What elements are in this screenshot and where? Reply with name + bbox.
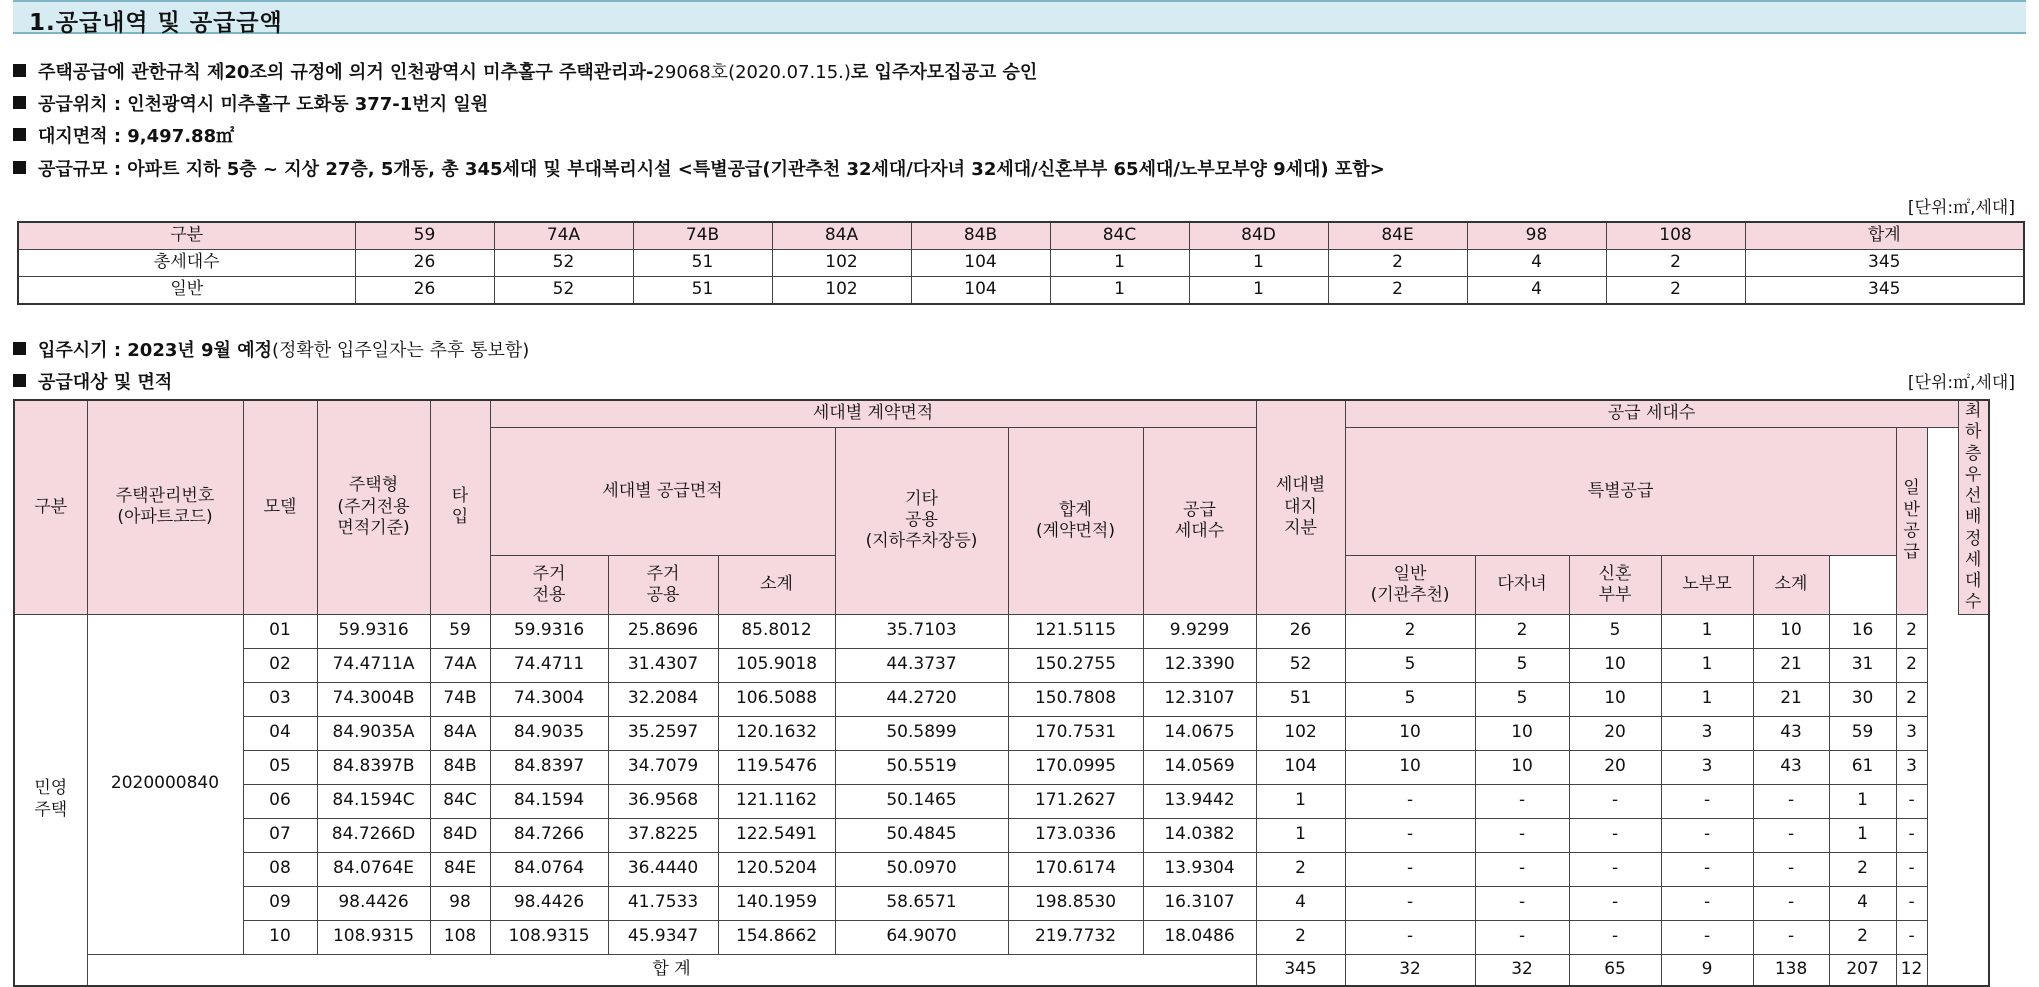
table-cell: 2 [1829,852,1896,886]
summary-cell: 1 [1050,277,1189,305]
table-row [14,614,1989,648]
total-cell: 12 [1896,954,1927,986]
table-cell: 5 [1345,682,1475,716]
table-cell: 07 [243,818,317,852]
summary-cell: 2 [1328,277,1467,305]
table-cell: 34.7079 [608,750,718,784]
bullet-square-icon [13,128,26,141]
summary-cell: 345 [1745,277,2024,305]
summary-cell: 4 [1467,250,1606,277]
table-cell: 84D [430,818,490,852]
table-cell: 04 [243,716,317,750]
table-cell: 84.7266D [317,818,430,852]
hdr-supply-area: 세대별 공급면적 [490,428,835,556]
table-cell: 170.7531 [1008,716,1143,750]
summary-cell: 52 [494,250,633,277]
summary-cell: 104 [911,277,1050,305]
table-cell: - [1753,852,1829,886]
total-cell: 32 [1475,954,1569,986]
table-cell: 98.4426 [317,886,430,920]
table-cell: 1 [1256,818,1345,852]
table-cell: 150.2755 [1008,648,1143,682]
table-cell: - [1661,920,1753,954]
table-cell: 1 [1661,648,1753,682]
hdr-institution: 일반 (기관추천) [1345,556,1475,614]
summary-cell: 1 [1189,277,1328,305]
table-cell: 2 [1475,614,1569,648]
table-cell: 2 [1256,920,1345,954]
table-cell: 108.9315 [317,920,430,954]
table-cell: 31.4307 [608,648,718,682]
summary-header-cell: 84A [772,222,911,250]
hdr-type: 타 입 [430,400,490,614]
table-cell: - [1753,920,1829,954]
table-cell: - [1475,886,1569,920]
table-row [14,784,1989,818]
table-cell: 105.9018 [718,648,835,682]
table-cell: - [1661,886,1753,920]
table-cell: 2 [1896,648,1927,682]
table-cell: 104 [1256,750,1345,784]
table-cell: - [1475,818,1569,852]
table-cell: 30 [1829,682,1896,716]
table-cell: 84B [430,750,490,784]
table-cell: 01 [243,614,317,648]
table-row [14,920,1989,954]
table-cell: 10 [1345,750,1475,784]
table-cell: 50.1465 [835,784,1008,818]
table-cell: 36.4440 [608,852,718,886]
table-cell: 2 [1896,682,1927,716]
table-cell: 20 [1569,750,1661,784]
table-cell: 10 [243,920,317,954]
hdr-total-area: 합계 (계약면적) [1008,428,1143,615]
summary-cell: 26 [355,277,494,305]
hdr-special-supply: 특별공급 [1345,428,1896,556]
table-cell: - [1345,818,1475,852]
table-cell: 84.9035 [490,716,608,750]
table-cell: 16 [1829,614,1896,648]
table-cell: 84E [430,852,490,886]
table-cell: 18.0486 [1143,920,1256,954]
table-cell: 14.0569 [1143,750,1256,784]
table-cell: - [1569,784,1661,818]
table-cell: 84C [430,784,490,818]
table-cell: 1 [1661,682,1753,716]
table-cell: 06 [243,784,317,818]
table-cell: - [1475,784,1569,818]
table-cell: 108 [430,920,490,954]
bullet-square-icon [13,374,26,387]
table-cell: 44.3737 [835,648,1008,682]
table-cell: 5 [1345,648,1475,682]
table-cell: 84.8397 [490,750,608,784]
table-cell: 21 [1753,648,1829,682]
table-cell: 51 [1256,682,1345,716]
section-title-bar [13,0,2026,34]
total-cell: 345 [1256,954,1345,986]
table-cell: 36.9568 [608,784,718,818]
table-cell: 12.3390 [1143,648,1256,682]
bullet-square-icon [13,342,26,355]
hdr-model: 모델 [243,400,317,614]
table-cell: - [1896,818,1927,852]
summary-header-cell: 74B [633,222,772,250]
summary-header-cell: 84C [1050,222,1189,250]
table-cell: 09 [243,886,317,920]
hdr-gubun: 구분 [14,400,87,614]
bullet-square-icon [13,161,26,174]
table-cell: - [1569,852,1661,886]
summary-header-cell: 84B [911,222,1050,250]
table-cell: 59.9316 [317,614,430,648]
total-cell: 207 [1829,954,1896,986]
table-cell: 44.2720 [835,682,1008,716]
table-cell: 4 [1256,886,1345,920]
hdr-elderly: 노부모 [1661,556,1753,614]
table-cell: 2 [1345,614,1475,648]
table-row [14,716,1989,750]
table-cell: 3 [1661,750,1753,784]
table-cell: 21 [1753,682,1829,716]
bullet-approval: 주택공급에 관한규칙 제20조의 규정에 의거 인천광역시 미추홀구 주택관리과-29068호(2020.07.15.)로 입주자모집공고 승인 [13,58,1037,84]
hdr-supply-count: 공급 세대수 [1143,428,1256,615]
hdr-general-supply: 일반 공급 [1896,428,1927,615]
table-cell: 84.1594C [317,784,430,818]
table-cell: 52 [1256,648,1345,682]
table-cell: 35.7103 [835,614,1008,648]
table-cell: 50.4845 [835,818,1008,852]
total-label: 합 계 [87,954,1256,986]
table-cell: 13.9304 [1143,852,1256,886]
table-cell: - [1661,852,1753,886]
table-cell: 173.0336 [1008,818,1143,852]
total-cell: 9 [1661,954,1753,986]
summary-row-total [18,250,2024,277]
table-cell: 74B [430,682,490,716]
table-cell: 26 [1256,614,1345,648]
table-cell: 03 [243,682,317,716]
table-cell: 98.4426 [490,886,608,920]
table-cell: 74.4711 [490,648,608,682]
table-cell: 3 [1896,750,1927,784]
table-cell: 08 [243,852,317,886]
table-cell: 120.1632 [718,716,835,750]
summary-header-cell: 74A [494,222,633,250]
summary-cell: 104 [911,250,1050,277]
table-cell: - [1345,886,1475,920]
table-cell: 20 [1569,716,1661,750]
table-cell: 150.7808 [1008,682,1143,716]
table-cell: 84.8397B [317,750,430,784]
table-cell: 59 [1829,716,1896,750]
table-cell: 121.1162 [718,784,835,818]
bullet-square-icon [13,64,26,77]
table-cell: 35.2597 [608,716,718,750]
summary-cell: 일반 [18,277,355,305]
table-cell: 16.3107 [1143,886,1256,920]
table-cell: 2 [1256,852,1345,886]
table-cell: 74.3004B [317,682,430,716]
table-cell: 05 [243,750,317,784]
hdr-land-share: 세대별 대지 지분 [1256,400,1345,614]
table-cell: - [1896,886,1927,920]
summary-cell: 2 [1606,250,1745,277]
table-cell: 37.8225 [608,818,718,852]
hdr-etc-common: 기타 공용 (지하주차장등) [835,428,1008,615]
table-cell: 10 [1475,716,1569,750]
hdr-lowest-floor: 최하층 우선 배정세 대수 [1958,400,1989,614]
table-cell: - [1345,920,1475,954]
table-cell: 170.0995 [1008,750,1143,784]
table-cell: 171.2627 [1008,784,1143,818]
table-cell: 3 [1896,716,1927,750]
table-cell: - [1661,818,1753,852]
summary-cell: 26 [355,250,494,277]
table-cell: 1 [1661,614,1753,648]
table-cell: 10 [1345,716,1475,750]
table-cell: - [1569,818,1661,852]
summary-cell: 2 [1328,250,1467,277]
bullet-land-area: 대지면적 : 9,497.88㎡ [13,122,234,148]
table-cell: 13.9442 [1143,784,1256,818]
table-cell: - [1753,818,1829,852]
section-title: 1.공급내역 및 공급금액 [29,10,283,36]
table-cell: 74A [430,648,490,682]
table-cell: 4 [1829,886,1896,920]
table-cell: 10 [1569,648,1661,682]
table-cell: - [1475,852,1569,886]
summary-header-cell: 구분 [18,222,355,250]
table-cell: 25.8696 [608,614,718,648]
summary-cell: 102 [772,250,911,277]
summary-header-cell: 108 [1606,222,1745,250]
table-cell: 2 [1829,920,1896,954]
summary-header-cell: 84D [1189,222,1328,250]
table-cell: 59 [430,614,490,648]
unit-label: [단위:㎡,세대] [1907,198,2015,218]
table-cell: 14.0382 [1143,818,1256,852]
table-cell: 2 [1896,614,1927,648]
table-cell: - [1896,920,1927,954]
table-row [14,886,1989,920]
hdr-supply-units: 공급 세대수 [1345,400,1958,428]
table-cell: 50.5899 [835,716,1008,750]
bullet-move-in: 입주시기 : 2023년 9월 예정(정확한 입주일자는 추후 통보함) [13,336,529,362]
summary-header-cell: 59 [355,222,494,250]
table-cell: 14.0675 [1143,716,1256,750]
table-cell: - [1661,784,1753,818]
table-row [14,818,1989,852]
hdr-contract-area: 세대별 계약면적 [490,400,1256,428]
summary-header-cell: 98 [1467,222,1606,250]
hdr-res-common: 주거 공용 [608,556,718,614]
table-cell: 5 [1569,614,1661,648]
table-cell: 85.8012 [718,614,835,648]
total-row [14,954,1989,986]
table-cell: 41.7533 [608,886,718,920]
house-code-value: 2020000840 [87,614,243,954]
table-cell: - [1896,784,1927,818]
table-cell: 10 [1753,614,1829,648]
summary-cell: 345 [1745,250,2024,277]
total-cell: 138 [1753,954,1829,986]
bullet-scale: 공급규모 : 아파트 지하 5층 ~ 지상 27층, 5개동, 총 345세대 및 부대복리시설 <특별공급(기관추천 32세대/다자녀 32세대/신혼부부 65세대/노부모부양 9세대) 포함> [13,155,1385,181]
summary-cell: 2 [1606,277,1745,305]
table-cell: 198.8530 [1008,886,1143,920]
table-cell: 84.1594 [490,784,608,818]
table-cell: 1 [1256,784,1345,818]
table-cell: 98 [430,886,490,920]
hdr-house-type: 주택형 (주거전용 면적기준) [317,400,430,614]
table-cell: 45.9347 [608,920,718,954]
table-cell: 154.8662 [718,920,835,954]
table-cell: 120.5204 [718,852,835,886]
table-row [14,648,1989,682]
table-cell: 122.5491 [718,818,835,852]
table-cell: - [1569,886,1661,920]
summary-header-row [18,222,2024,250]
table-cell: 3 [1661,716,1753,750]
table-cell: - [1896,852,1927,886]
summary-cell: 51 [633,277,772,305]
summary-cell: 51 [633,250,772,277]
summary-cell: 1 [1189,250,1328,277]
table-cell: 43 [1753,750,1829,784]
table-cell: 1 [1829,784,1896,818]
summary-row-general [18,277,2024,305]
table-cell: 140.1959 [718,886,835,920]
table-cell: 170.6174 [1008,852,1143,886]
table-cell: 64.9070 [835,920,1008,954]
table-cell: 119.5476 [718,750,835,784]
table-row [14,682,1989,716]
summary-cell: 4 [1467,277,1606,305]
table-cell: 50.0970 [835,852,1008,886]
summary-header-cell: 합계 [1745,222,2024,250]
table-cell: 84A [430,716,490,750]
table-cell: 43 [1753,716,1829,750]
summary-table [17,221,2025,305]
table-cell: 31 [1829,648,1896,682]
table-cell: 84.0764 [490,852,608,886]
table-cell: - [1753,886,1829,920]
table-cell: 5 [1475,648,1569,682]
table-row [14,852,1989,886]
hdr-area-subtotal: 소계 [718,556,835,614]
summary-header-cell: 84E [1328,222,1467,250]
table-cell: - [1475,920,1569,954]
bullet-square-icon [13,96,26,109]
table-cell: - [1345,784,1475,818]
table-cell: 102 [1256,716,1345,750]
table-cell: 219.7732 [1008,920,1143,954]
summary-cell: 1 [1050,250,1189,277]
table-cell: 84.9035A [317,716,430,750]
table-cell: 32.2084 [608,682,718,716]
table-cell: 58.6571 [835,886,1008,920]
hdr-special-subtotal: 소계 [1753,556,1829,614]
table-cell: 121.5115 [1008,614,1143,648]
table-cell: 02 [243,648,317,682]
table-cell: 74.4711A [317,648,430,682]
table-cell: 5 [1475,682,1569,716]
summary-cell: 102 [772,277,911,305]
group-label: 민영 주택 [14,614,87,986]
table-cell: 61 [1829,750,1896,784]
table-cell: 50.5519 [835,750,1008,784]
table-cell: - [1345,852,1475,886]
table-cell: 106.5088 [718,682,835,716]
hdr-house-code: 주택관리번호 (아파트코드) [87,400,243,614]
hdr-newlywed: 신혼 부부 [1569,556,1661,614]
table-cell: 108.9315 [490,920,608,954]
table-cell: 84.7266 [490,818,608,852]
summary-cell: 총세대수 [18,250,355,277]
table-cell: - [1753,784,1829,818]
detail-table [13,399,1990,987]
bullet-location: 공급위치 : 인천광역시 미추홀구 도화동 377-1번지 일원 [13,90,488,116]
summary-cell: 52 [494,277,633,305]
table-cell: 10 [1569,682,1661,716]
hdr-res-exclusive: 주거 전용 [490,556,608,614]
table-cell: 74.3004 [490,682,608,716]
table-cell: 9.9299 [1143,614,1256,648]
table-cell: 10 [1475,750,1569,784]
table-row [14,750,1989,784]
table-cell: 1 [1829,818,1896,852]
table-cell: 59.9316 [490,614,608,648]
unit-label-2: [단위:㎡,세대] [1907,373,2015,393]
total-cell: 32 [1345,954,1475,986]
table-cell: - [1569,920,1661,954]
hdr-multi-child: 다자녀 [1475,556,1569,614]
table-cell: 12.3107 [1143,682,1256,716]
table-cell: 84.0764E [317,852,430,886]
total-cell: 65 [1569,954,1661,986]
bullet-target: 공급대상 및 면적 [13,368,172,394]
